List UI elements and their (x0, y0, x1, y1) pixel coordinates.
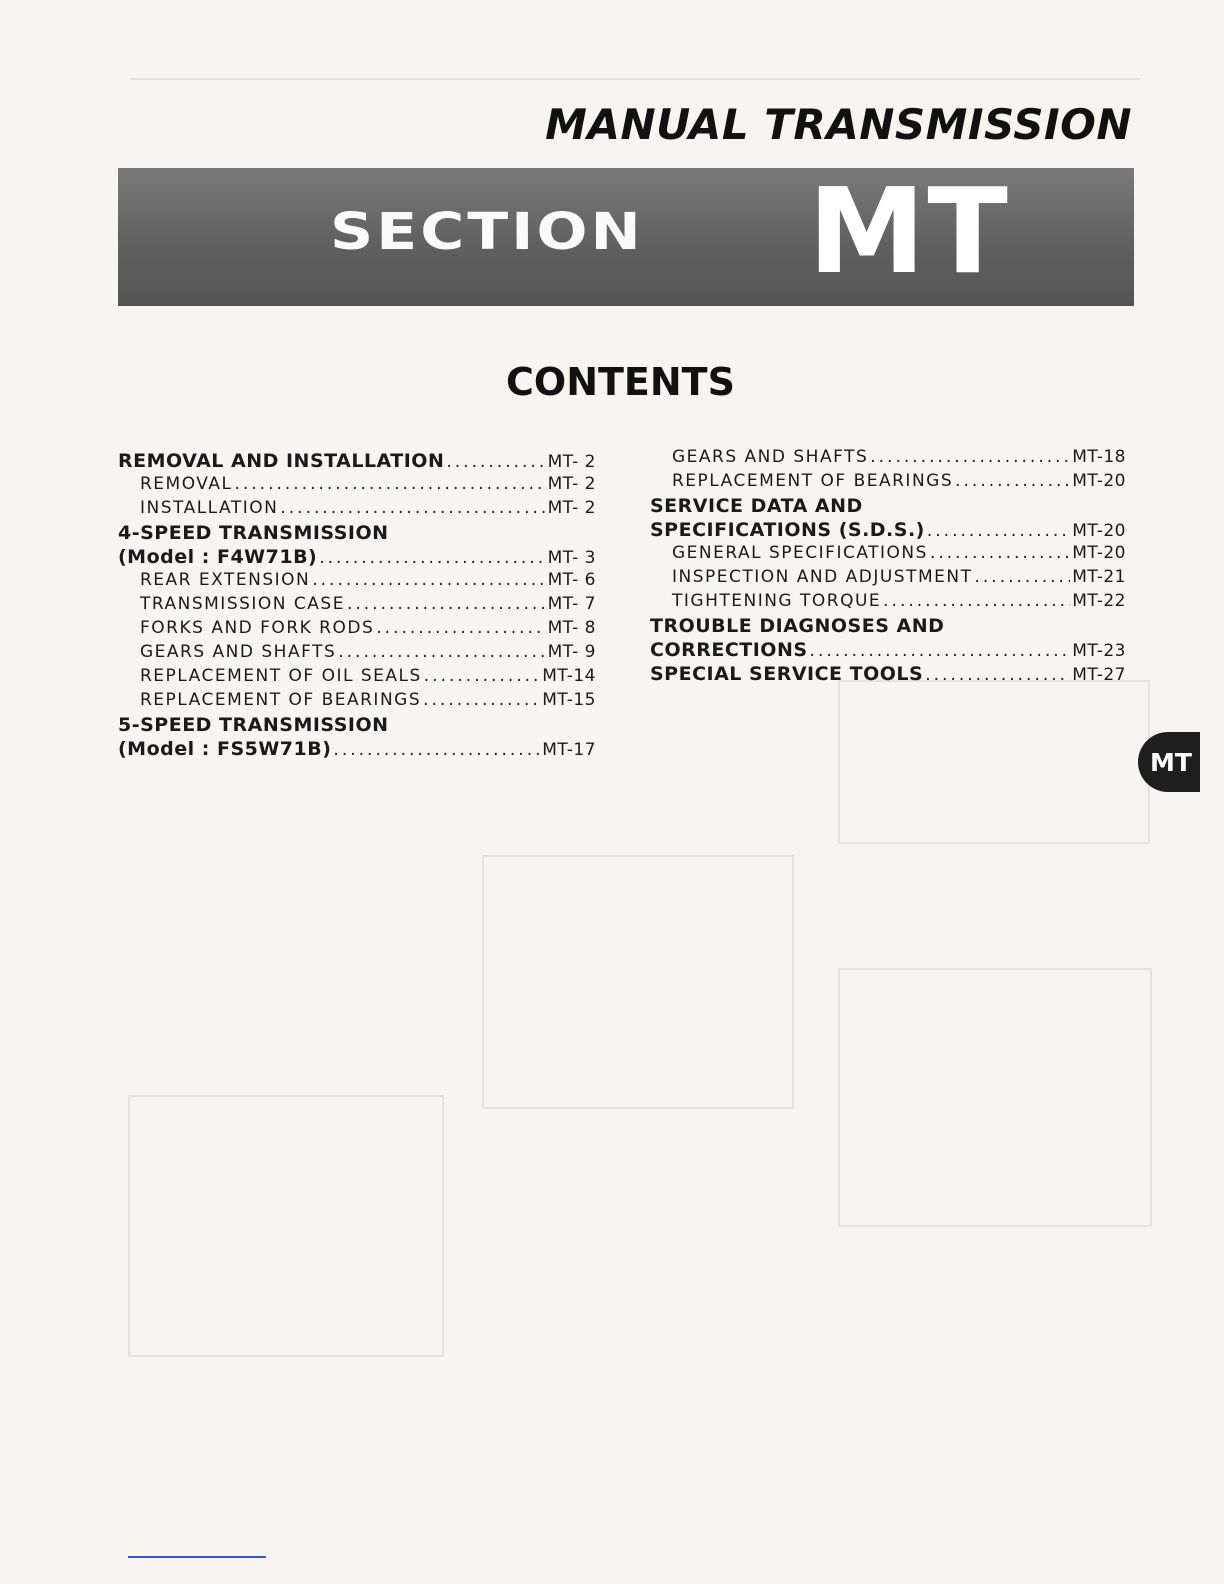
toc-leader-dots (927, 521, 1070, 541)
toc-entry-label: REAR EXTENSION (140, 570, 311, 590)
bleed-through-figure-1 (128, 1095, 444, 1357)
toc-leader-dots (376, 618, 545, 638)
toc-entry-label: REMOVAL AND INSTALLATION (118, 450, 445, 472)
toc-entry (118, 594, 596, 618)
toc-entry-page: MT- 3 (547, 548, 596, 568)
toc-entry-page: MT-18 (1072, 447, 1126, 467)
toc-leader-dots (955, 471, 1070, 491)
toc-leader-dots (446, 452, 545, 472)
toc-entry-label: 4-SPEED TRANSMISSION (118, 522, 389, 544)
toc-entry-page: MT- 7 (547, 594, 596, 614)
toc-entry-label: GENERAL SPECIFICATIONS (672, 543, 928, 563)
toc-entry (650, 615, 1126, 639)
toc-leader-dots (333, 740, 540, 760)
toc-entry (650, 591, 1126, 615)
toc-entry-label: REPLACEMENT OF BEARINGS (672, 471, 954, 491)
toc-entry (118, 546, 596, 570)
toc-entry-label: REMOVAL (140, 474, 233, 494)
toc-entry (118, 714, 596, 738)
toc-entry-label: SPECIFICATIONS (S.D.S.) (650, 519, 925, 541)
toc-entry-label: INSPECTION AND ADJUSTMENT (672, 567, 973, 587)
toc-leader-dots (883, 591, 1070, 611)
toc-leader-dots (338, 642, 545, 662)
toc-leader-dots (975, 567, 1071, 587)
toc-entry-page: MT-17 (542, 740, 596, 760)
toc-leader-dots (312, 570, 545, 590)
section-code: MT (808, 162, 1010, 300)
toc-leader-dots (424, 666, 540, 686)
toc-entry-page: MT-15 (542, 690, 596, 710)
toc-entry-label: GEARS AND SHAFTS (140, 642, 337, 662)
toc-entry-page: MT-20 (1072, 543, 1126, 563)
toc-entry-label: REPLACEMENT OF OIL SEALS (140, 666, 422, 686)
toc-entry-label: (Model : FS5W71B) (118, 738, 332, 760)
toc-entry (650, 543, 1126, 567)
toc-entry (118, 498, 596, 522)
toc-entry (118, 522, 596, 546)
bottom-rule (128, 1556, 266, 1558)
toc-entry-label: GEARS AND SHAFTS (672, 447, 869, 467)
toc-entry-page: MT- 2 (547, 498, 596, 518)
toc-entry (650, 519, 1126, 543)
toc-entry (118, 666, 596, 690)
toc-entry (118, 474, 596, 498)
toc-entry (118, 450, 596, 474)
toc-entry (650, 567, 1126, 591)
toc-entry-page: MT-21 (1072, 567, 1126, 587)
toc-entry-page: MT-27 (1072, 665, 1126, 685)
toc-entry (118, 738, 596, 762)
toc-entry-page: MT- 8 (547, 618, 596, 638)
toc-entry-label: TIGHTENING TORQUE (672, 591, 882, 611)
toc-entry (118, 618, 596, 642)
toc-entry-label: FORKS AND FORK RODS (140, 618, 375, 638)
bleed-through-figure-2 (482, 855, 794, 1109)
toc-entry-page: MT- 9 (547, 642, 596, 662)
toc-leader-dots (319, 548, 545, 568)
toc-entry-label: SPECIAL SERVICE TOOLS (650, 663, 924, 685)
toc-entry-label: SERVICE DATA AND (650, 495, 863, 517)
toc-leader-dots (423, 690, 540, 710)
toc-leader-dots (925, 665, 1070, 685)
toc-entry-page: MT-20 (1072, 521, 1126, 541)
toc-entry-page: MT- 2 (547, 474, 596, 494)
manual-title: MANUAL TRANSMISSION (545, 100, 1132, 149)
toc-entry-page: MT-14 (542, 666, 596, 686)
toc-entry (650, 447, 1126, 471)
toc-entry-label: 5-SPEED TRANSMISSION (118, 714, 389, 736)
toc-entry-label: REPLACEMENT OF BEARINGS (140, 690, 422, 710)
toc-entry-label: INSTALLATION (140, 498, 279, 518)
toc-entry-label: CORRECTIONS (650, 639, 808, 661)
toc-entry-label: (Model : F4W71B) (118, 546, 318, 568)
toc-entry-label: TRANSMISSION CASE (140, 594, 345, 614)
toc-entry (650, 495, 1126, 519)
toc-entry (650, 639, 1126, 663)
toc-leader-dots (347, 594, 546, 614)
bleed-through-figure-4 (838, 680, 1150, 844)
toc-leader-dots (234, 474, 545, 494)
toc-leader-dots (870, 447, 1070, 467)
toc-entry (650, 663, 1126, 687)
toc-entry (118, 570, 596, 594)
toc-left-column (118, 450, 596, 762)
contents-heading: CONTENTS (506, 360, 735, 404)
toc-right-column (650, 447, 1126, 687)
toc-leader-dots (930, 543, 1070, 563)
section-tab-mt: MT (1138, 732, 1200, 792)
section-word: SECTION (330, 202, 644, 262)
toc-entry (118, 642, 596, 666)
toc-entry (118, 690, 596, 714)
toc-entry (650, 471, 1126, 495)
toc-leader-dots (280, 498, 545, 518)
toc-entry-label: TROUBLE DIAGNOSES AND (650, 615, 945, 637)
toc-leader-dots (810, 641, 1071, 661)
bleed-through-rule (130, 78, 1140, 80)
bleed-through-figure-3 (838, 968, 1152, 1227)
toc-entry-page: MT-23 (1072, 641, 1126, 661)
toc-entry-page: MT-20 (1072, 471, 1126, 491)
toc-entry-page: MT- 2 (547, 452, 596, 472)
toc-entry-page: MT-22 (1072, 591, 1126, 611)
toc-entry-page: MT- 6 (547, 570, 596, 590)
